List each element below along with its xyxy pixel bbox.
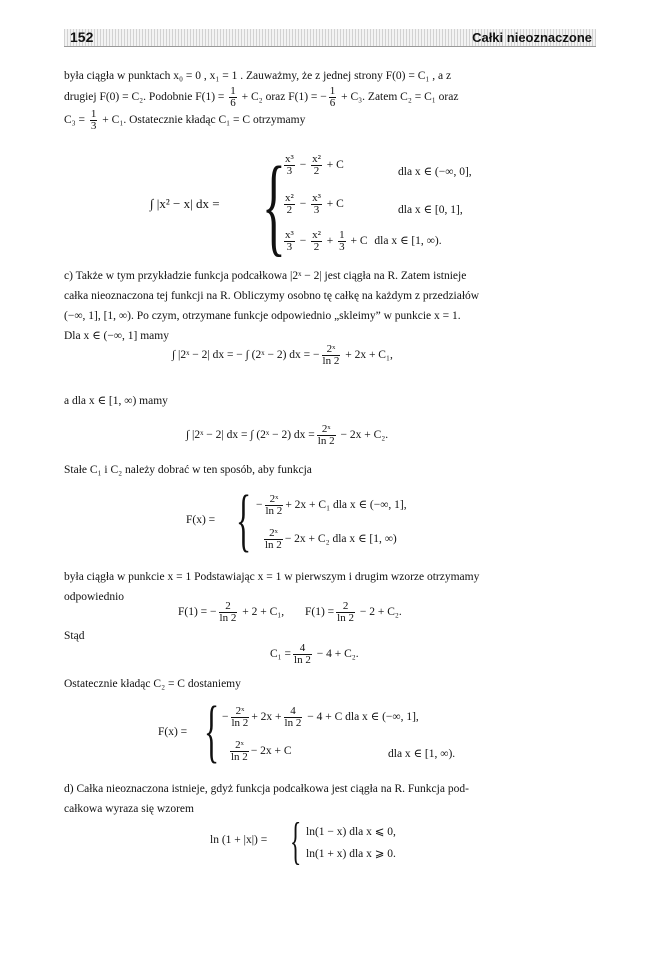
denominator: 3 <box>339 241 345 253</box>
text-line: odpowiednio <box>64 591 125 603</box>
equation-3 <box>186 424 388 447</box>
case-row: $\frac{\text{x³}}{3}$ − $\frac{\text{x²}}{2}$ + C <box>285 153 344 177</box>
case-condition: dla x ∈ [1, ∞). <box>374 235 442 248</box>
text-stad: Stąd <box>64 630 85 642</box>
text-span: + C₂ oraz F(1) = − <box>238 91 327 104</box>
fraction <box>311 230 322 253</box>
denominator: ln 2 <box>265 539 282 551</box>
text-line: d) Całka nieoznaczona istnieje, gdyż funkcja podcałkowa jest ciągła na R. Funkcja pod- <box>64 783 469 795</box>
text-line: była ciągła w punkcie x = 1 Podstawiając x = 1 w pierwszym i drugim wzorze otrzymamy <box>64 571 480 583</box>
fraction <box>329 86 337 109</box>
text-span: + C <box>326 198 344 211</box>
numerator: 2ˣ <box>231 706 250 718</box>
text-span: C₁ = <box>270 648 292 661</box>
text-span: + C <box>326 159 344 172</box>
text-span: − 2 + C₂. <box>356 606 402 619</box>
text-line: Dla x ∈ (−∞, 1] mamy <box>64 330 169 342</box>
chapter-title: Całki nieoznaczone <box>472 30 592 45</box>
case-condition: dla x ∈ [0, 1], <box>398 204 463 216</box>
numerator: 1 <box>339 229 345 241</box>
equation-lhs: F(x) = <box>186 514 216 526</box>
numerator: 1 <box>90 108 97 120</box>
text-stale: Stałe C₁ i C₂ należy dobrać w ten sposób, aby funkcja <box>64 464 312 476</box>
numerator: 2ˣ <box>264 528 283 540</box>
fraction <box>322 344 341 367</box>
case-row: $\frac{\text{x²}}{2}$ − $\frac{\text{x³}}{3}$ + C <box>285 192 344 216</box>
brace: { <box>204 693 220 770</box>
fraction <box>90 109 98 132</box>
fraction <box>311 193 322 216</box>
denominator: 6 <box>329 97 336 109</box>
text-span: − 2x + C₂ dla x ∈ [1, ∞) <box>284 533 397 546</box>
brace: { <box>290 813 302 870</box>
fraction <box>284 230 295 253</box>
text-a-dla: a dla x ∈ [1, ∞) mamy <box>64 395 168 407</box>
fraction <box>311 154 322 177</box>
text-span: F(1) = <box>305 606 335 619</box>
case-condition: dla x ∈ [1, ∞). <box>388 748 456 760</box>
text-span: drugiej F(0) = C₂. Podobnie F(1) = <box>64 91 228 104</box>
text-span: − 2x + C <box>250 745 292 758</box>
text-span: + C₃. Zatem C₂ = C₁ oraz <box>338 91 459 104</box>
text-span: C₃ = <box>64 114 88 127</box>
fraction <box>230 740 249 763</box>
text-line: była ciągła w punktach x₀ = 0 , x₁ = 1 . Zauważmy, że z jednej strony F(0) = C₁ , a z <box>64 70 452 82</box>
denominator: 3 <box>90 120 97 132</box>
numerator: x² <box>312 153 321 165</box>
numerator: x² <box>285 192 294 204</box>
numerator: 1 <box>329 85 336 97</box>
fraction <box>231 706 250 729</box>
numerator: 4 <box>293 643 312 655</box>
text-span: + 2x + C₁ dla x ∈ (−∞, 1], <box>285 499 407 512</box>
case-row: − $\frac{\text{2ˣ}}{\ln 2}$ + 2x + C₁ dla x ∈ (−∞, 1], <box>256 493 407 517</box>
denominator: ln 2 <box>322 355 340 367</box>
paragraph-c <box>64 266 596 346</box>
text-span: ∫ |2ˣ − 2| dx = − ∫ (2ˣ − 2) dx = − <box>172 349 320 362</box>
fraction <box>284 193 295 216</box>
brace: { <box>236 482 252 559</box>
equation-lhs: ln (1 + |x|) = <box>210 834 268 846</box>
fraction <box>284 706 303 729</box>
denominator: 3 <box>313 204 320 216</box>
fraction <box>317 424 336 447</box>
denominator: 2 <box>313 165 320 177</box>
fraction <box>229 86 237 109</box>
text-span: + 2x + <box>251 711 282 724</box>
denominator: ln 2 <box>231 717 249 729</box>
denominator: ln 2 <box>219 612 237 624</box>
denominator: ln 2 <box>337 612 354 624</box>
denominator: 3 <box>286 241 293 253</box>
case-condition: dla x ∈ (−∞, 0], <box>398 166 472 178</box>
paragraph-d <box>64 779 596 819</box>
case-row: $\frac{\text{x³}}{3}$ − $\frac{\text{x²}}{2}$ + $\frac{1}{3}$ + C dla x ∈ [1, ∞). <box>285 229 442 253</box>
numerator: x³ <box>285 153 294 165</box>
fraction <box>293 643 312 666</box>
text-line: (−∞, 1], [1, ∞). Po czym, otrzymane funkcje odpowiednio „skleimy” w punkcie x = 1. <box>64 310 461 322</box>
numerator: 2 <box>219 601 238 613</box>
brace: { <box>262 144 286 266</box>
numerator: 2ˣ <box>265 494 284 506</box>
text-span: + C <box>350 235 368 248</box>
fraction <box>284 154 295 177</box>
denominator: 3 <box>286 165 293 177</box>
text-span: − 4 + C dla x ∈ (−∞, 1], <box>304 711 419 724</box>
numerator: 2ˣ <box>317 424 336 436</box>
paragraph-intro <box>64 66 596 132</box>
numerator: 1 <box>230 85 236 97</box>
text-line <box>64 109 596 132</box>
denominator: 2 <box>286 204 293 216</box>
numerator: 2ˣ <box>230 740 249 752</box>
denominator: ln 2 <box>294 654 311 666</box>
text-span: − 4 + C₂. <box>313 648 359 661</box>
fraction <box>338 230 346 253</box>
page-header <box>64 29 596 47</box>
numerator: 2ˣ <box>322 344 341 356</box>
text-span: F(1) = − <box>178 606 217 619</box>
page-number: 152 <box>70 29 94 45</box>
fraction <box>265 494 284 517</box>
equation-lhs: ∫ |x² − x| dx = <box>150 196 220 211</box>
text-ostatecznie: Ostatecznie kładąc C₂ = C dostaniemy <box>64 678 241 690</box>
denominator: ln 2 <box>317 435 335 447</box>
case-row <box>262 528 397 551</box>
text-span: + 2x + C₁, <box>342 349 393 362</box>
equation-5 <box>178 601 402 624</box>
text-span: + C₁. Ostatecznie kładąc C₁ = C otrzymamy <box>99 114 306 127</box>
denominator: ln 2 <box>231 751 248 763</box>
denominator: ln 2 <box>265 505 283 517</box>
text-line <box>64 86 596 109</box>
denominator: ln 2 <box>284 717 302 729</box>
numerator: 2 <box>336 601 355 613</box>
equation-2 <box>172 344 393 367</box>
fraction <box>336 601 355 624</box>
case-row: − $\frac{\text{2ˣ}}{\ln 2}$ + 2x + $\frac{4}{\ln 2}$ − 4 + C dla x ∈ (−∞, 1], <box>222 705 419 729</box>
numerator: x² <box>312 229 321 241</box>
case-row <box>228 740 292 763</box>
text-span: + 2 + C₁, <box>239 606 285 619</box>
fraction <box>219 601 238 624</box>
numerator: 4 <box>284 706 303 718</box>
text-span: − 2x + C₂. <box>337 429 389 442</box>
equation-lhs: F(x) = <box>158 726 188 738</box>
text-span: ∫ |2ˣ − 2| dx = ∫ (2ˣ − 2) dx = <box>186 429 315 442</box>
case-row: ln(1 − x) dla x ⩽ 0, <box>306 826 396 838</box>
case-row: ln(1 + x) dla x ⩾ 0. <box>306 848 396 860</box>
numerator: x³ <box>285 229 294 241</box>
text-line: całkowa wyraza się wzorem <box>64 803 194 815</box>
equation-6 <box>270 643 359 666</box>
text-line: całka nieoznaczona tej funkcji na R. Obliczymy osobno tę całkę na każdym z przedziałów <box>64 290 480 302</box>
denominator: 6 <box>230 97 236 109</box>
denominator: 2 <box>313 241 320 253</box>
text-line: c) Także w tym przykładzie funkcja podcałkowa |2ˣ − 2| jest ciągła na R. Zatem istnieje <box>64 270 467 282</box>
numerator: x³ <box>312 192 321 204</box>
fraction <box>264 528 283 551</box>
